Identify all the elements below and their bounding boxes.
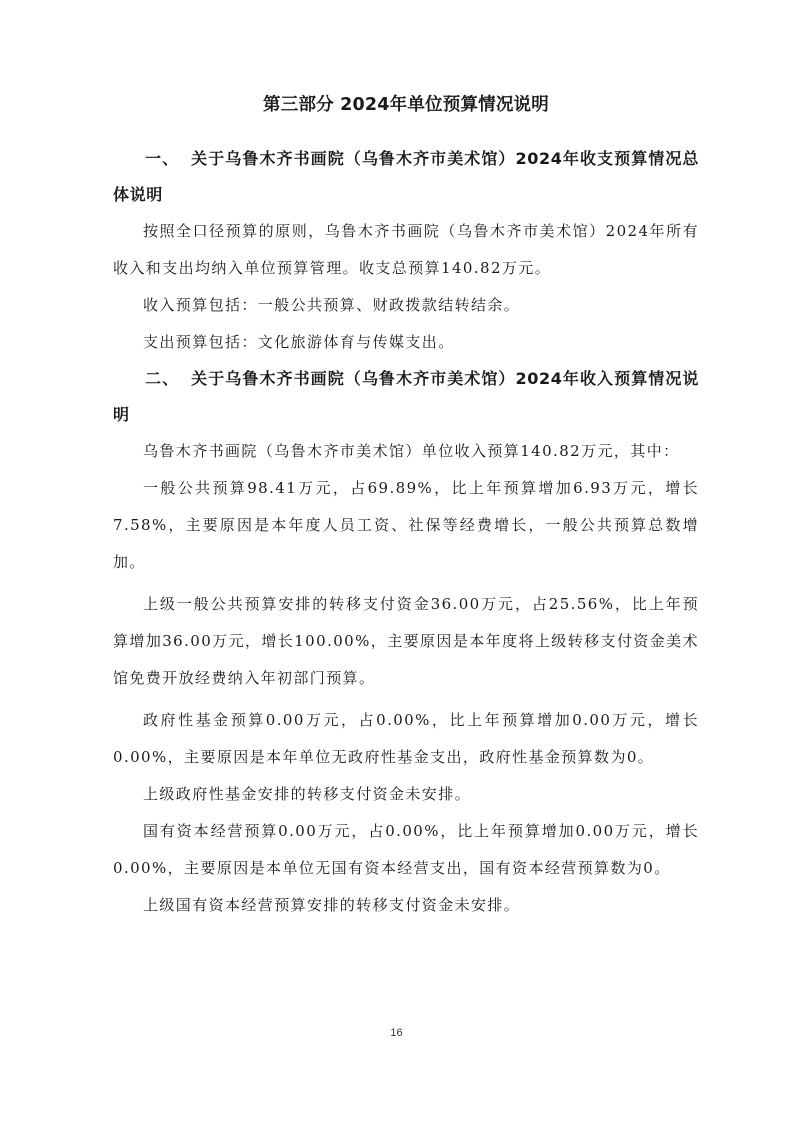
section-heading-2 [113,361,699,433]
paragraph: 一般公共预算98.41万元，占69.89%，比上年预算增加6.93万元，增长7.58%，主要原因是本年度人员工资、社保等经费增长，一般公共预算总数增加。 [113,479,699,571]
section-heading-2-text: 关于乌鲁木齐书画院（乌鲁木齐市美术馆）2024年收入预算情况说明 [113,369,700,424]
paragraph: 支出预算包括：文化旅游体育与传媒支出。 [143,333,455,351]
paragraph: 上级政府性基金安排的转移支付资金未安排。 [143,785,472,803]
page-number: 16 [390,1027,403,1039]
section-number-2: 二、 [145,369,180,388]
paragraph: 政府性基金预算0.00万元，占0.00%，比上年预算增加0.00万元，增长0.00%，主要原因是本年单位无政府性基金支出，政府性基金预算数为0。 [113,711,699,766]
paragraph: 收入预算包括：一般公共预算、财政拨款结转结余。 [143,296,521,314]
page-title: 第三部分 2024年单位预算情况说明 [263,95,549,115]
paragraph: 上级一般公共预算安排的转移支付资金36.00万元，占25.56%，比上年预算增加36.00万元，增长100.00%，主要原因是本年度将上级转移支付资金美术馆免费开放经费纳入年初部门预算。 [113,595,699,687]
paragraph: 国有资本经营预算0.00万元，占0.00%，比上年预算增加0.00万元，增长0.00%，主要原因是本单位无国有资本经营支出，国有资本经营预算数为0。 [113,822,699,877]
paragraph: 按照全口径预算的原则，乌鲁木齐书画院（乌鲁木齐市美术馆）2024年所有收入和支出均纳入单位预算管理。收支总预算140.82万元。 [113,222,699,277]
page-content [113,92,699,924]
section-heading-1 [113,141,699,213]
section-heading-1-text: 关于乌鲁木齐书画院（乌鲁木齐市美术馆）2024年收支预算情况总体说明 [113,149,700,204]
paragraph: 乌鲁木齐书画院（乌鲁木齐市美术馆）单位收入预算140.82万元，其中： [143,442,680,460]
paragraph: 上级国有资本经营预算安排的转移支付资金未安排。 [143,896,521,914]
section-number-1: 一、 [145,149,180,168]
